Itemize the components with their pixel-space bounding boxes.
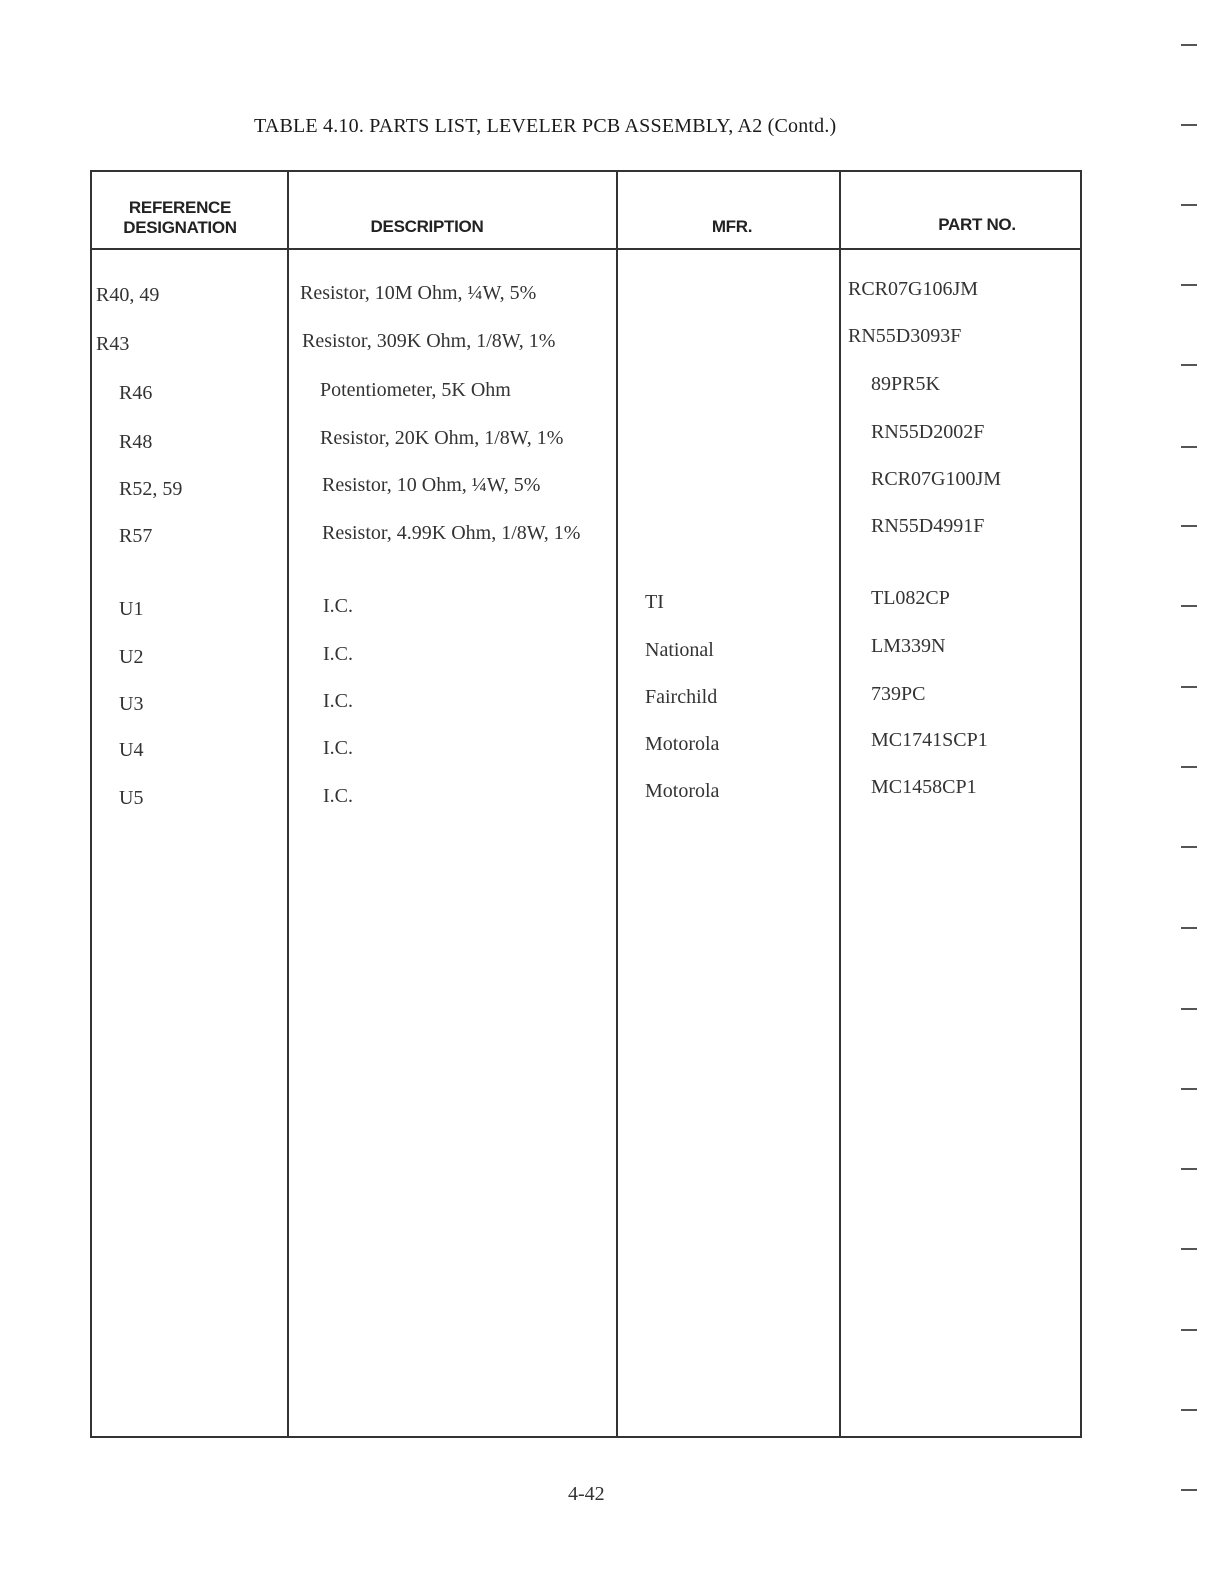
description-cell: Resistor, 309K Ohm, 1/8W, 1% bbox=[302, 330, 556, 352]
mfr-cell: Motorola bbox=[645, 780, 720, 802]
ref-cell: U3 bbox=[119, 693, 144, 715]
description-cell: Potentiometer, 5K Ohm bbox=[320, 379, 511, 401]
margin-mark bbox=[1181, 686, 1197, 688]
description-cell: I.C. bbox=[323, 595, 353, 617]
margin-mark bbox=[1181, 1329, 1197, 1331]
ref-cell: R46 bbox=[119, 382, 153, 404]
margin-mark bbox=[1181, 1168, 1197, 1170]
ref-cell: R48 bbox=[119, 431, 153, 453]
margin-mark bbox=[1181, 1489, 1197, 1491]
header-reference-designation: REFERENCE DESIGNATION bbox=[123, 198, 237, 237]
ref-cell: R52, 59 bbox=[119, 478, 183, 500]
margin-mark bbox=[1181, 1008, 1197, 1010]
description-cell: Resistor, 10 Ohm, ¼W, 5% bbox=[322, 474, 541, 496]
part-number-cell: 739PC bbox=[871, 683, 926, 705]
margin-mark bbox=[1181, 446, 1197, 448]
margin-mark bbox=[1181, 766, 1197, 768]
mfr-cell: Fairchild bbox=[645, 686, 718, 708]
part-number-cell: MC1458CP1 bbox=[871, 776, 977, 798]
header-part-no: PART NO. bbox=[938, 215, 1016, 234]
header-description: DESCRIPTION bbox=[370, 217, 484, 236]
ref-cell: U1 bbox=[119, 598, 144, 620]
margin-mark bbox=[1181, 1409, 1197, 1411]
ref-cell: U5 bbox=[119, 787, 144, 809]
margin-mark bbox=[1181, 927, 1197, 929]
mfr-cell: National bbox=[645, 639, 714, 661]
description-cell: Resistor, 10M Ohm, ¼W, 5% bbox=[300, 282, 537, 304]
margin-mark bbox=[1181, 1248, 1197, 1250]
margin-mark bbox=[1181, 44, 1197, 46]
margin-mark bbox=[1181, 204, 1197, 206]
mfr-cell: TI bbox=[645, 591, 664, 613]
column-divider bbox=[839, 172, 841, 1436]
description-cell: Resistor, 20K Ohm, 1/8W, 1% bbox=[320, 427, 564, 449]
ref-cell: R43 bbox=[96, 333, 130, 355]
ref-cell: U4 bbox=[119, 739, 144, 761]
part-number-cell: RCR07G100JM bbox=[871, 468, 1002, 490]
column-divider bbox=[287, 172, 289, 1436]
part-number-cell: RN55D4991F bbox=[871, 515, 985, 537]
margin-mark bbox=[1181, 525, 1197, 527]
ref-cell: R57 bbox=[119, 525, 153, 547]
description-cell: I.C. bbox=[323, 785, 353, 807]
ref-cell: R40, 49 bbox=[96, 284, 160, 306]
description-cell: I.C. bbox=[323, 690, 353, 712]
header-divider bbox=[92, 248, 1080, 250]
margin-mark bbox=[1181, 605, 1197, 607]
margin-mark bbox=[1181, 846, 1197, 848]
description-cell: I.C. bbox=[323, 643, 353, 665]
part-number-cell: 89PR5K bbox=[871, 373, 940, 395]
part-number-cell: RN55D2002F bbox=[871, 421, 985, 443]
margin-mark bbox=[1181, 1088, 1197, 1090]
margin-mark bbox=[1181, 124, 1197, 126]
part-number-cell: LM339N bbox=[871, 635, 946, 657]
margin-mark bbox=[1181, 364, 1197, 366]
description-cell: Resistor, 4.99K Ohm, 1/8W, 1% bbox=[322, 522, 581, 544]
ref-cell: U2 bbox=[119, 646, 144, 668]
part-number-cell: TL082CP bbox=[871, 587, 950, 609]
mfr-cell: Motorola bbox=[645, 733, 720, 755]
description-cell: I.C. bbox=[323, 737, 353, 759]
page-number: 4-42 bbox=[568, 1483, 605, 1505]
page-title: TABLE 4.10. PARTS LIST, LEVELER PCB ASSEMBLY, A2 (Contd.) bbox=[254, 115, 837, 137]
parts-table bbox=[90, 170, 1082, 1438]
part-number-cell: MC1741SCP1 bbox=[871, 729, 988, 751]
column-divider bbox=[616, 172, 618, 1436]
part-number-cell: RN55D3093F bbox=[848, 325, 962, 347]
header-mfr: MFR. bbox=[711, 217, 753, 236]
margin-mark bbox=[1181, 284, 1197, 286]
part-number-cell: RCR07G106JM bbox=[848, 278, 979, 300]
